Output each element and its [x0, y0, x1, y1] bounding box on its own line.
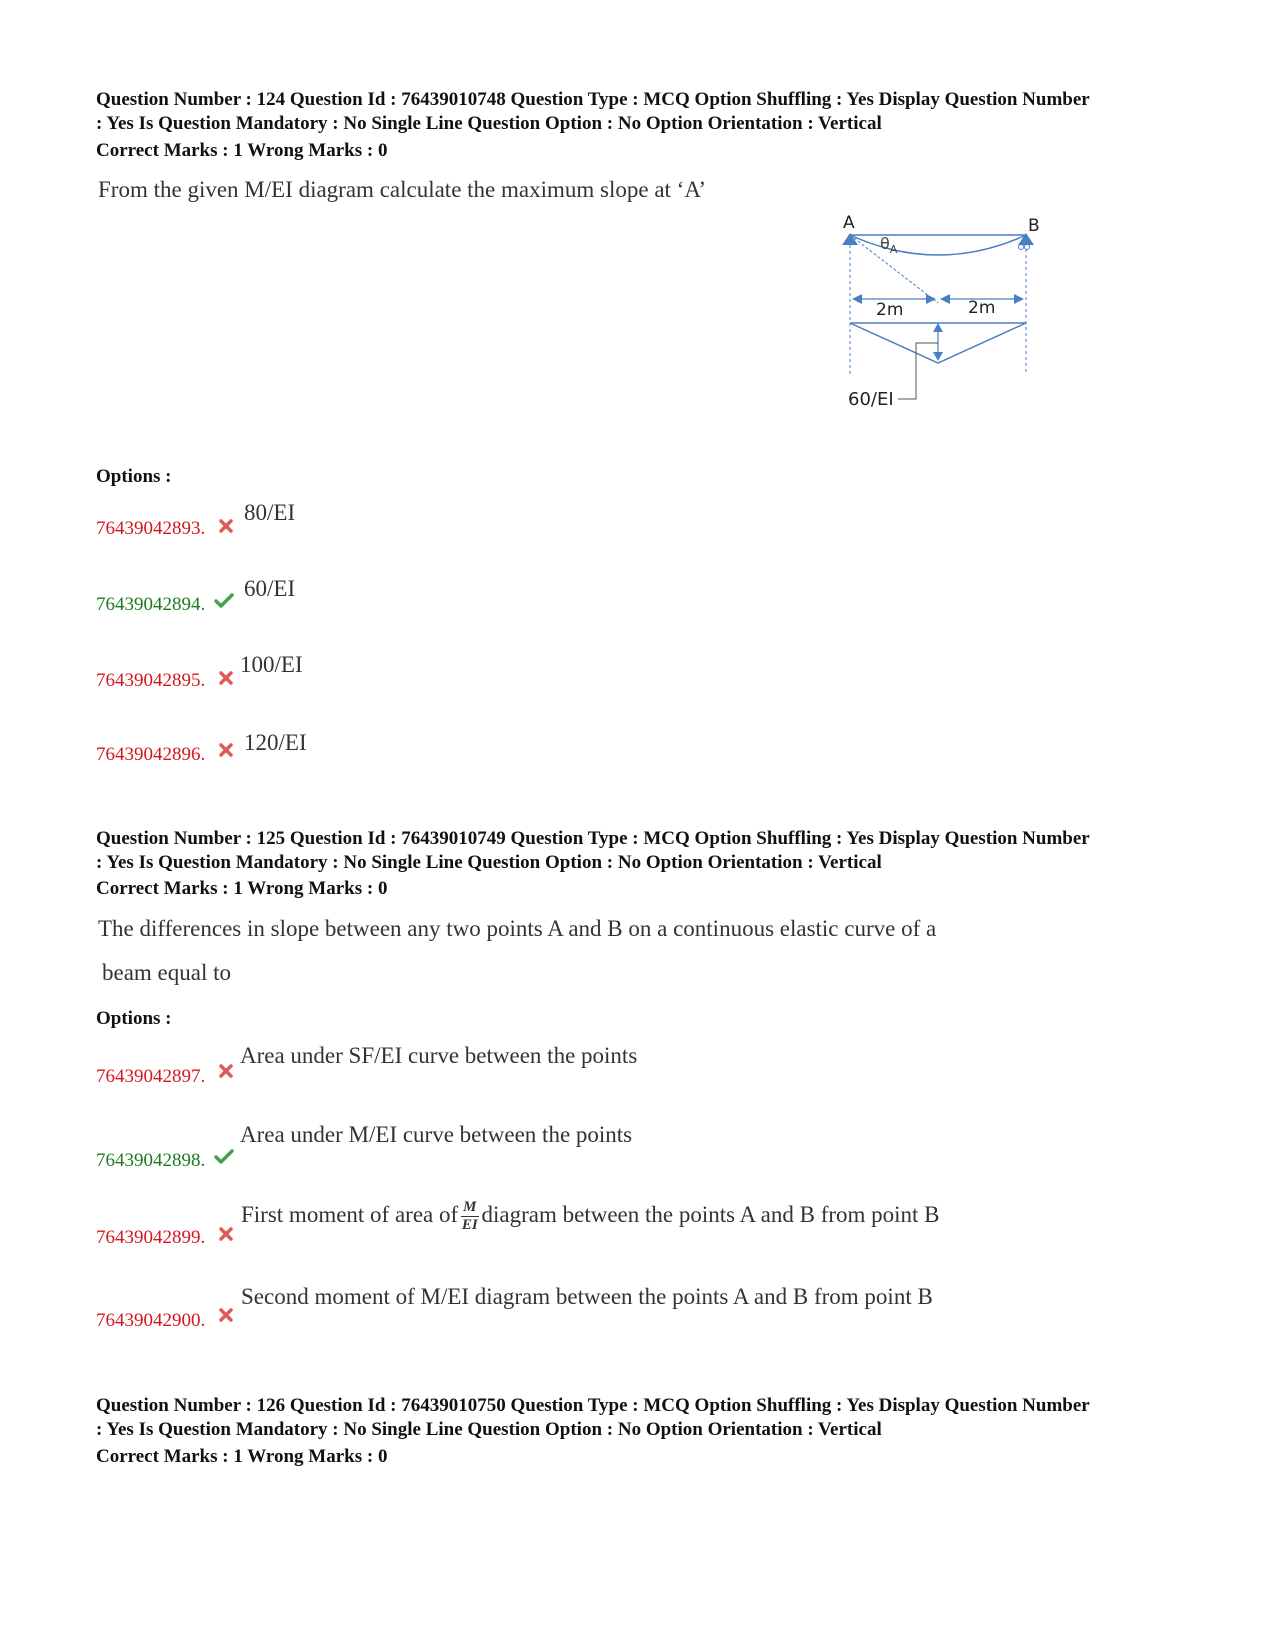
option-id: 76439042895.	[96, 670, 206, 691]
span-left-label: 2m	[876, 300, 904, 320]
question-marks: Correct Marks : 1 Wrong Marks : 0	[96, 1446, 388, 1467]
cross-icon	[218, 742, 234, 758]
question-marks: Correct Marks : 1 Wrong Marks : 0	[96, 140, 388, 161]
option-text: First moment of area of $\frac{M}{EI}$ diagram between the points A and B from point B	[241, 1199, 940, 1233]
question-125-meta	[96, 827, 1226, 875]
moment-label: 60/EI	[848, 389, 894, 410]
cross-icon	[218, 1307, 234, 1323]
option-text: Area under M/EI curve between the points	[240, 1122, 633, 1147]
option-id: 76439042894.	[96, 594, 206, 615]
option-text: Second moment of M/EI diagram between the points A and B from point B	[241, 1284, 933, 1309]
option-text: Area under SF/EI curve between the points	[240, 1043, 638, 1068]
option-id: 76439042899.	[96, 1227, 206, 1248]
elastic-curve	[850, 235, 1026, 255]
cross-icon	[218, 670, 234, 686]
question-meta-line1: Question Number : 125 Question Id : 76439010749 Question Type : MCQ Option Shuffling : Yes Display Question Number	[96, 828, 1090, 849]
label-a: A	[843, 213, 855, 233]
question-text-line2: beam equal to	[102, 960, 232, 985]
label-b: B	[1028, 216, 1040, 236]
question-126-meta	[96, 1394, 1226, 1442]
m-over-ei-fraction: $\frac{M}{EI}$	[461, 1199, 478, 1233]
option-id: 76439042893.	[96, 518, 206, 539]
option-text: 100/EI	[240, 652, 303, 677]
question-124-meta	[96, 88, 1226, 136]
check-icon	[214, 593, 234, 609]
span-right-label: 2m	[968, 298, 996, 318]
cross-icon	[218, 1063, 234, 1079]
option-id: 76439042900.	[96, 1310, 206, 1331]
option-item[interactable]	[0, 1043, 1275, 1103]
option-text: 80/EI	[244, 500, 296, 525]
question-marks: Correct Marks : 1 Wrong Marks : 0	[96, 878, 388, 899]
cross-icon	[218, 1226, 234, 1242]
options-label: Options :	[96, 466, 172, 487]
question-text-line1: The differences in slope between any two points A and B on a continuous elastic curve of a	[98, 916, 937, 941]
option-item[interactable]	[0, 1196, 1275, 1256]
option-text: 60/EI	[244, 576, 296, 601]
option-id: 76439042898.	[96, 1150, 206, 1171]
question-meta-line1: Question Number : 126 Question Id : 76439010750 Question Type : MCQ Option Shuffling : Yes Display Question Number	[96, 1395, 1090, 1416]
option-id: 76439042897.	[96, 1066, 206, 1087]
option-item[interactable]	[0, 576, 1275, 636]
check-icon	[214, 1149, 234, 1165]
theta-label: $\theta_A$	[880, 234, 898, 256]
question-meta-line2: : Yes Is Question Mandatory : No Single Line Question Option : No Option Orientation : Vertical	[96, 1419, 882, 1440]
option-item[interactable]	[0, 1122, 1275, 1182]
option-item[interactable]	[0, 1284, 1275, 1344]
option-item[interactable]	[0, 730, 1275, 790]
cross-icon	[218, 518, 234, 534]
question-meta-line1: Question Number : 124 Question Id : 76439010748 Question Type : MCQ Option Shuffling : Yes Display Question Number	[96, 89, 1090, 110]
option-item[interactable]	[0, 500, 1275, 560]
question-meta-line2: : Yes Is Question Mandatory : No Single Line Question Option : No Option Orientation : Vertical	[96, 852, 882, 873]
option-text: 120/EI	[244, 730, 307, 755]
question-meta-line2: : Yes Is Question Mandatory : No Single Line Question Option : No Option Orientation : Vertical	[96, 113, 882, 134]
mei-diagram	[843, 213, 1070, 435]
option-id: 76439042896.	[96, 744, 206, 765]
option-item[interactable]	[0, 652, 1275, 712]
question-text: From the given M/EI diagram calculate the maximum slope at ‘A’	[98, 177, 707, 202]
options-label: Options :	[96, 1008, 172, 1029]
